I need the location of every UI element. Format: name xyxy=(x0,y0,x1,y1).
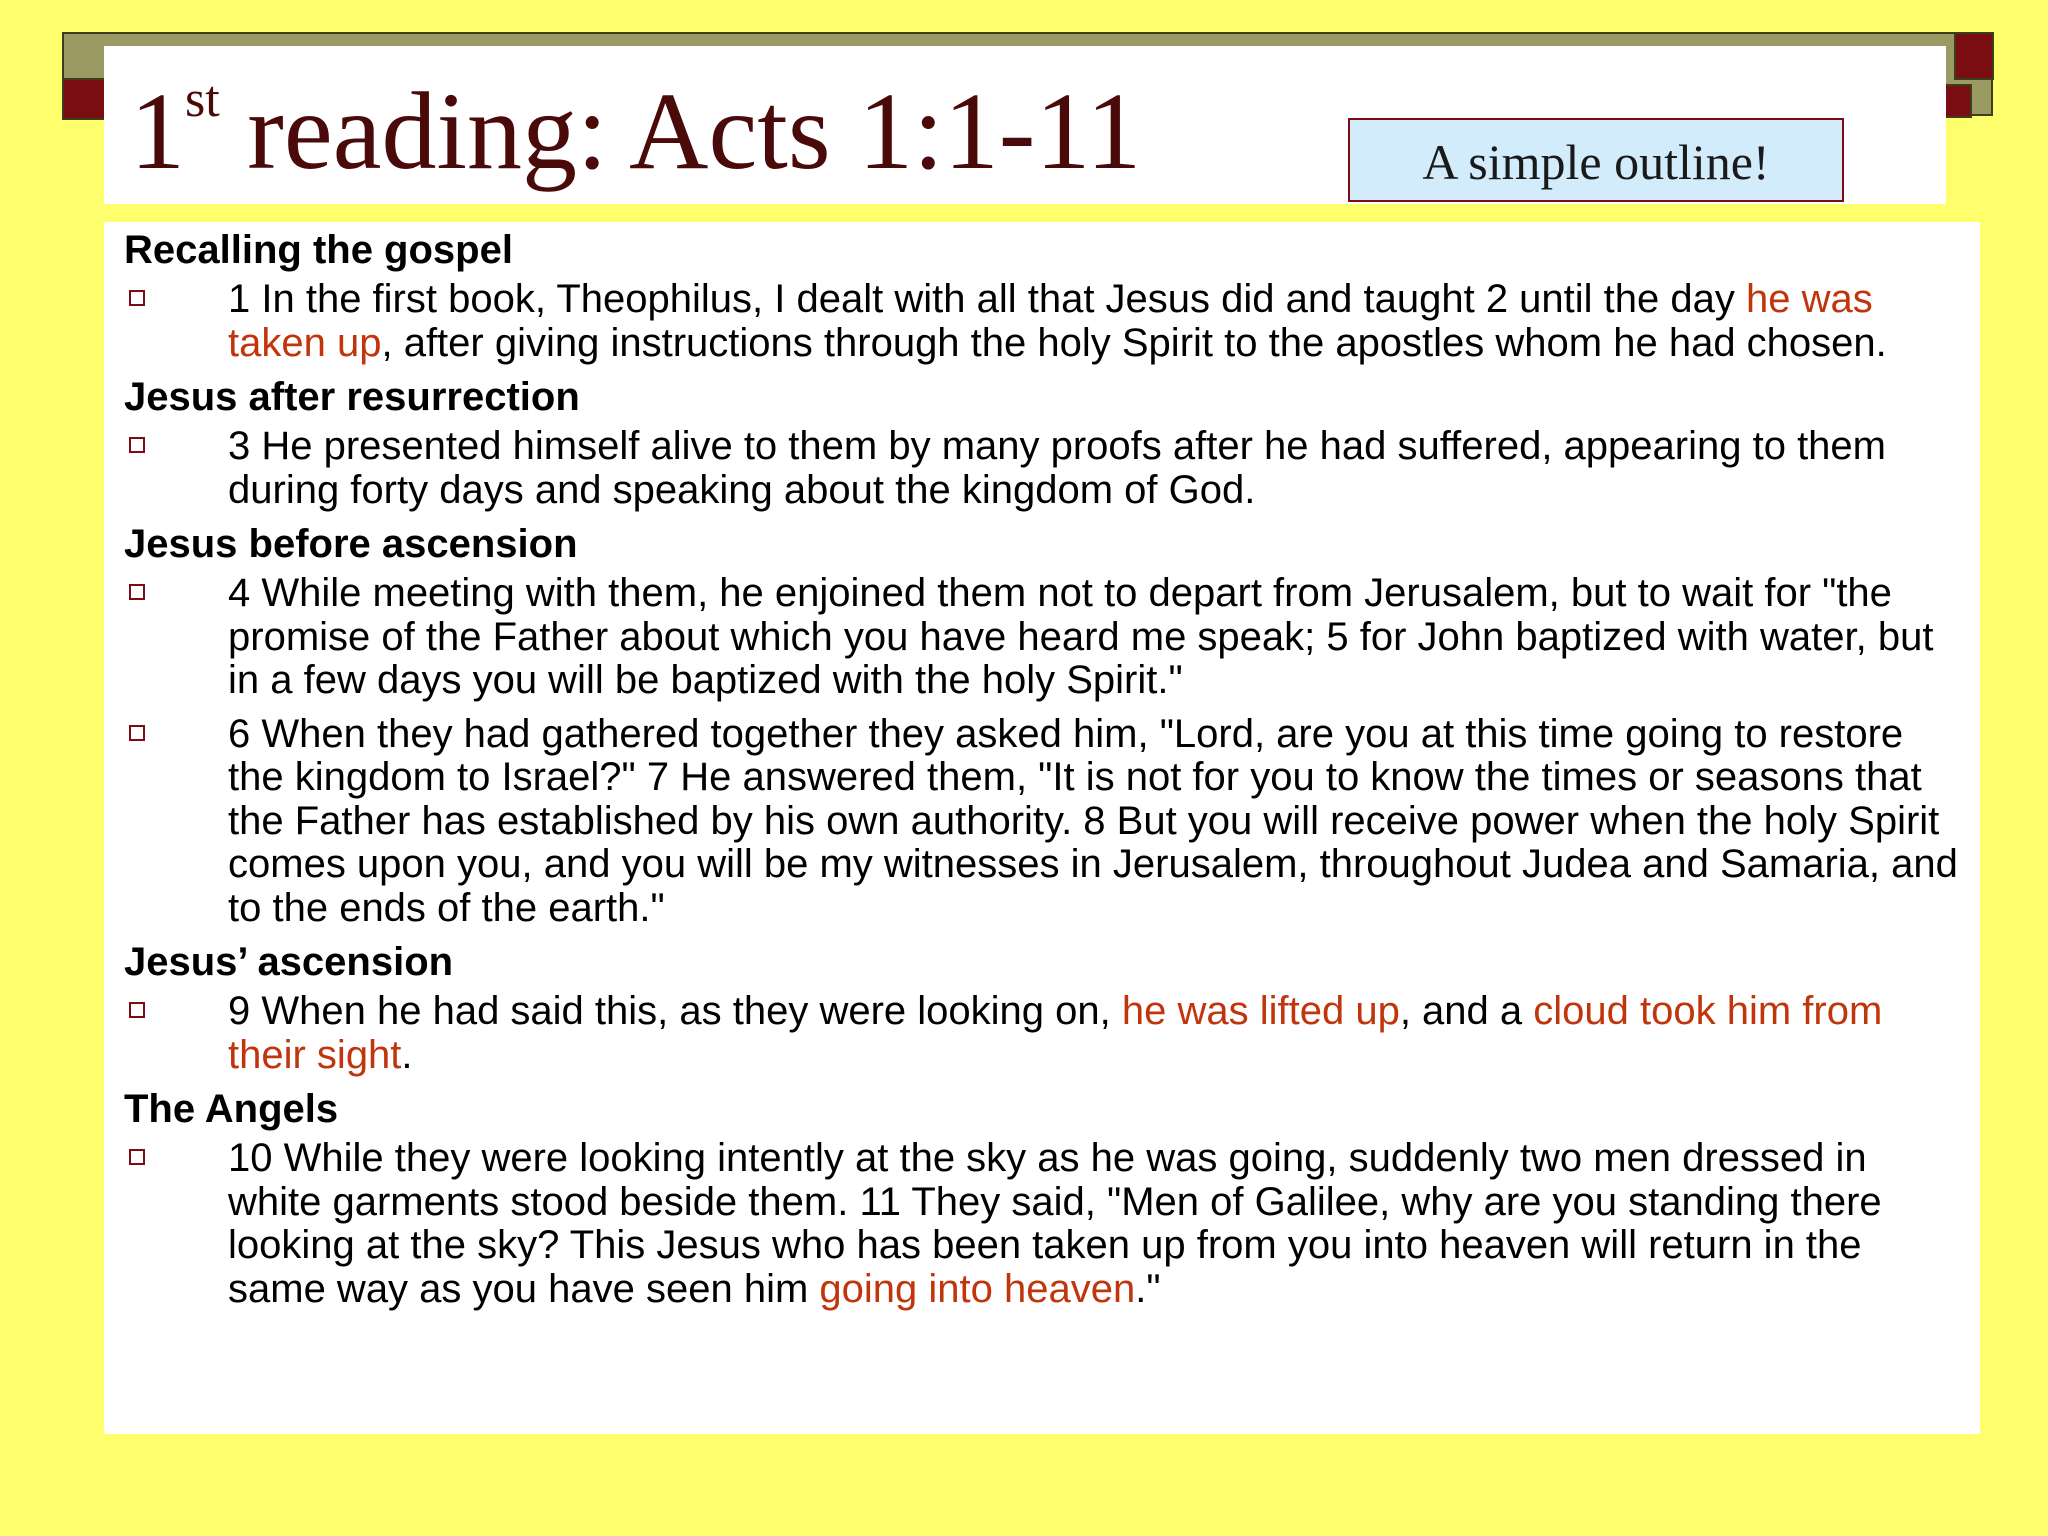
bullet-item xyxy=(124,572,1980,703)
slide-title-ordinal: st xyxy=(185,71,220,128)
bullet-item xyxy=(124,1137,1980,1311)
slide-title-number: 1 xyxy=(130,70,185,192)
section-heading: Recalling the gospel xyxy=(124,228,513,272)
header-decor-square-right xyxy=(1954,32,1994,80)
square-bullet-icon xyxy=(129,1002,145,1018)
verse-text: 4 While meeting with them, he enjoined them not to depart from Jerusalem, but to wait for "the promise of the Father about which you have heard me speak; 5 for John baptized with water, but in a few days you will be baptized with the holy Spirit." xyxy=(228,571,1934,702)
verse-text: 10 While they were looking intently at the sky as he was going, suddenly two men dressed in white garments stood beside them. 11 They said, "Men of Galilee, why are you standing there looking at the sky? This Jesus who has been taken up from you into heaven will return in the same way as you have seen him xyxy=(228,1136,1882,1311)
outline-badge: A simple outline! xyxy=(1348,118,1844,202)
section-heading: Jesus after resurrection xyxy=(124,375,580,419)
verse-text: . xyxy=(401,1032,413,1077)
bullet-item xyxy=(124,278,1980,365)
section-heading: Jesus’ ascension xyxy=(124,940,454,984)
content-panel xyxy=(104,222,1980,1434)
verse-text: 3 He presented himself alive to them by many proofs after he had suffered, appearing to them during forty days and speaking about the kingdom of God. xyxy=(228,424,1886,512)
square-bullet-icon xyxy=(129,584,145,600)
square-bullet-icon xyxy=(129,725,145,741)
slide-title xyxy=(130,70,1142,192)
highlighted-phrase: he was taken up xyxy=(228,277,1873,365)
verse-text: 9 When he had said this, as they were looking on, xyxy=(228,989,1122,1033)
verse-text: , and a xyxy=(1399,989,1534,1033)
section-heading: The Angels xyxy=(124,1087,339,1131)
highlighted-phrase: cloud took him from their sight xyxy=(228,989,1883,1077)
verse-text: , after giving instructions through the holy Spirit to the apostles whom he had chosen. xyxy=(381,320,1887,365)
section-heading: Jesus before ascension xyxy=(124,522,578,566)
bullet-item xyxy=(124,990,1980,1077)
verse-text: 6 When they had gathered together they asked him, "Lord, are you at this time going to restore the kingdom to Israel?" 7 He answered them, "It is not for you to know the times or seasons that the Father has established by his own authority. 8 But you will receive power when the holy Spirit comes upon you, and you will be my witnesses in Jerusalem, throughout Judea and Samaria, and to the ends of the earth." xyxy=(228,711,1958,930)
verse-text: ." xyxy=(1135,1266,1161,1311)
slide-title-text: reading: Acts 1:1-11 xyxy=(219,70,1142,192)
square-bullet-icon xyxy=(129,290,145,306)
highlighted-phrase: he was lifted up xyxy=(1121,989,1400,1033)
square-bullet-icon xyxy=(129,1149,145,1165)
square-bullet-icon xyxy=(129,437,145,453)
highlighted-phrase: going into heaven xyxy=(819,1266,1136,1311)
bullet-item xyxy=(124,425,1980,512)
bullet-item xyxy=(124,713,1980,931)
verse-text: 1 In the first book, Theophilus, I dealt with all that Jesus did and taught 2 until the day xyxy=(228,277,1746,321)
